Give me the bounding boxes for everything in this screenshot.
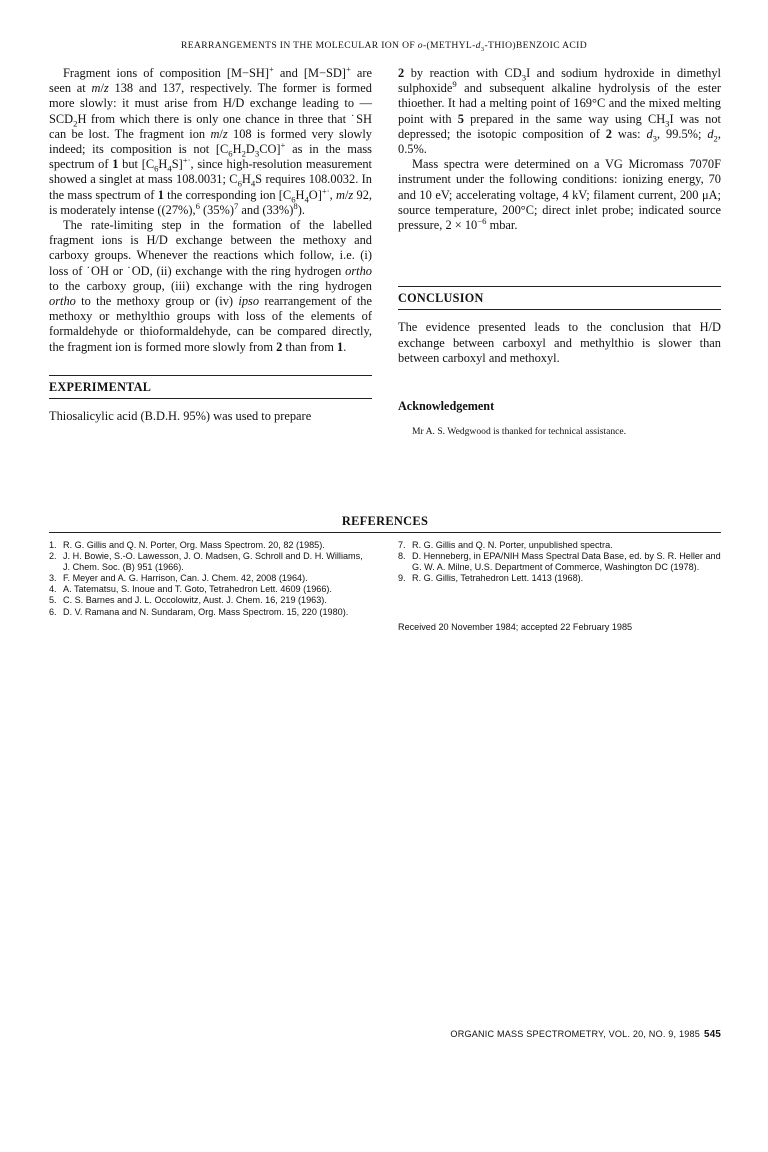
reference-item: 9. R. G. Gillis, Tetrahedron Lett. 1413 (1968). bbox=[398, 573, 584, 584]
received-date: Received 20 November 1984; accepted 22 February 1985 bbox=[398, 622, 633, 633]
left-column bbox=[49, 63, 373, 424]
acknowledgement-text: Mr A. S. Wedgwood is thanked for technical assistance. bbox=[412, 426, 627, 438]
paragraph-fragment-ions: Fragment ions of composition [M−SH]+ and [M−SD]+ are seen at m/z 138 and 137, respectively. The former is formed more slowly: it must arise from H/D exchange leading to $—SCD_2H$ from which there is only one chance in three that ˙SH can be lost. The fragment ion m/z 108 is formed very slowly indeed; its composition is not $[C_6H_2D_3CO]^+$ as in the mass spectrum of 1 but $[C_6H_4S]^{+\cdot}$, since high-resolution measurement showed a singlet at mass 108.0031; $C_6H_4S$ requires 108.0032. In the mass spectrum of 1 the corresponding ion $[C_6H_4O]^{+\cdot}$, m/z 92, is moderately intense ((27%),$^6$ $(35\%)^7$ and $(33\%)^8$). bbox=[49, 63, 373, 217]
experimental-heading: EXPERIMENTAL bbox=[49, 380, 372, 399]
acknowledgement-heading: Acknowledgement bbox=[398, 399, 495, 414]
reference-item: 6. D. V. Ramana and N. Sundaram, Org. Mass Spectrom. 15, 220 (1980). bbox=[49, 606, 349, 617]
conclusion-section bbox=[398, 286, 721, 366]
paragraph-instrument: Mass spectra were determined on a VG Micromass 7070F instrument under the following conditions: ionizing energy, 70 and 10 eV; accelerating voltage, 4 kV; filament current, 200 μA; source temperature, 200°C; direct inlet probe; indicated source pressure, $2 \times 10^{-6}$ mbar. bbox=[398, 157, 721, 233]
reference-item: 1. R. G. Gillis and Q. N. Porter, Org. Mass Spectrom. 20, 82 (1985). bbox=[49, 540, 325, 550]
references-right-column bbox=[398, 540, 721, 633]
reference-item: 2. J. H. Bowie, S.-O. Lawesson, J. O. Madsen, G. Schroll and D. H. Williams, J. Chem. Soc. (B) 951 (1966). bbox=[49, 551, 363, 573]
paragraph-preparation: 2 by reaction with $CD_3I$ and sodium hydroxide in dimethyl sulphoxide$^9$ and subsequent alkaline hydrolysis of the ester thioether. It had a melting point of 169°C and the mixed melting point with 5 prepared in the same way using $CH_3I$ was not depressed; the isotopic composition of 2 was: $d_3$, 99.5%; $d_2$, 0.5%. bbox=[398, 66, 721, 157]
references-left-column bbox=[49, 540, 372, 618]
experimental-section bbox=[49, 375, 372, 424]
paragraph-rate-limiting: The rate-limiting step in the formation of the labelled fragment ions is H/D exchange between the methoxy and carboxy groups. Whenever the reactions which follow, i.e. (i) loss of ˙OH or ˙OD, (ii) exchange with the ring hydrogen ortho to the carboxy group, (iii) exchange with the ring hydrogen ortho to the methoxy group or (iv) ipso rearrangement of the methoxy or methylthio groups with loss of the elements of formaldehyde or thioformaldehyde, can be compared directly, the fragment ion is formed more slowly from 2 than from 1. bbox=[49, 218, 372, 354]
acknowledgement-section bbox=[398, 399, 721, 438]
experimental-intro: Thiosalicylic acid (B.D.H. 95%) was used to prepare bbox=[49, 409, 312, 424]
conclusion-heading: CONCLUSION bbox=[398, 291, 721, 310]
references-section bbox=[49, 514, 721, 633]
reference-item: 8. D. Henneberg, in EPA/NIH Mass Spectral Data Base, ed. by S. R. Heller and G. W. A. Milne, U.S. Department of Commerce, Washington DC (1978). bbox=[398, 551, 721, 573]
reference-item: 3. F. Meyer and A. G. Harrison, Can. J. Chem. 42, 2008 (1964). bbox=[49, 573, 308, 584]
running-head: REARRANGEMENTS IN THE MOLECULAR ION OF $o-(METHYL-d_3-THIO)BENZOIC$ ACID bbox=[180, 40, 588, 53]
reference-item: 5. C. S. Barnes and J. L. Occolowitz, Aust. J. Chem. 16, 219 (1963). bbox=[49, 595, 327, 606]
right-column bbox=[398, 66, 721, 438]
reference-item: 7. R. G. Gillis and Q. N. Porter, unpublished spectra. bbox=[398, 540, 613, 550]
references-heading: REFERENCES bbox=[49, 514, 721, 533]
reference-item: 4. A. Tatematsu, S. Inoue and T. Goto, Tetrahedron Lett. 4609 (1966). bbox=[49, 584, 332, 595]
journal-citation: ORGANIC MASS SPECTROMETRY, VOL. 20, NO. 9, 1985 bbox=[450, 1029, 701, 1039]
conclusion-text: The evidence presented leads to the conclusion that H/D exchange between carboxyl and methylthio is slower than between carboxyl and methoxyl. bbox=[398, 320, 721, 365]
page-number: 545 bbox=[704, 1029, 721, 1040]
page-footer bbox=[400, 1029, 721, 1040]
